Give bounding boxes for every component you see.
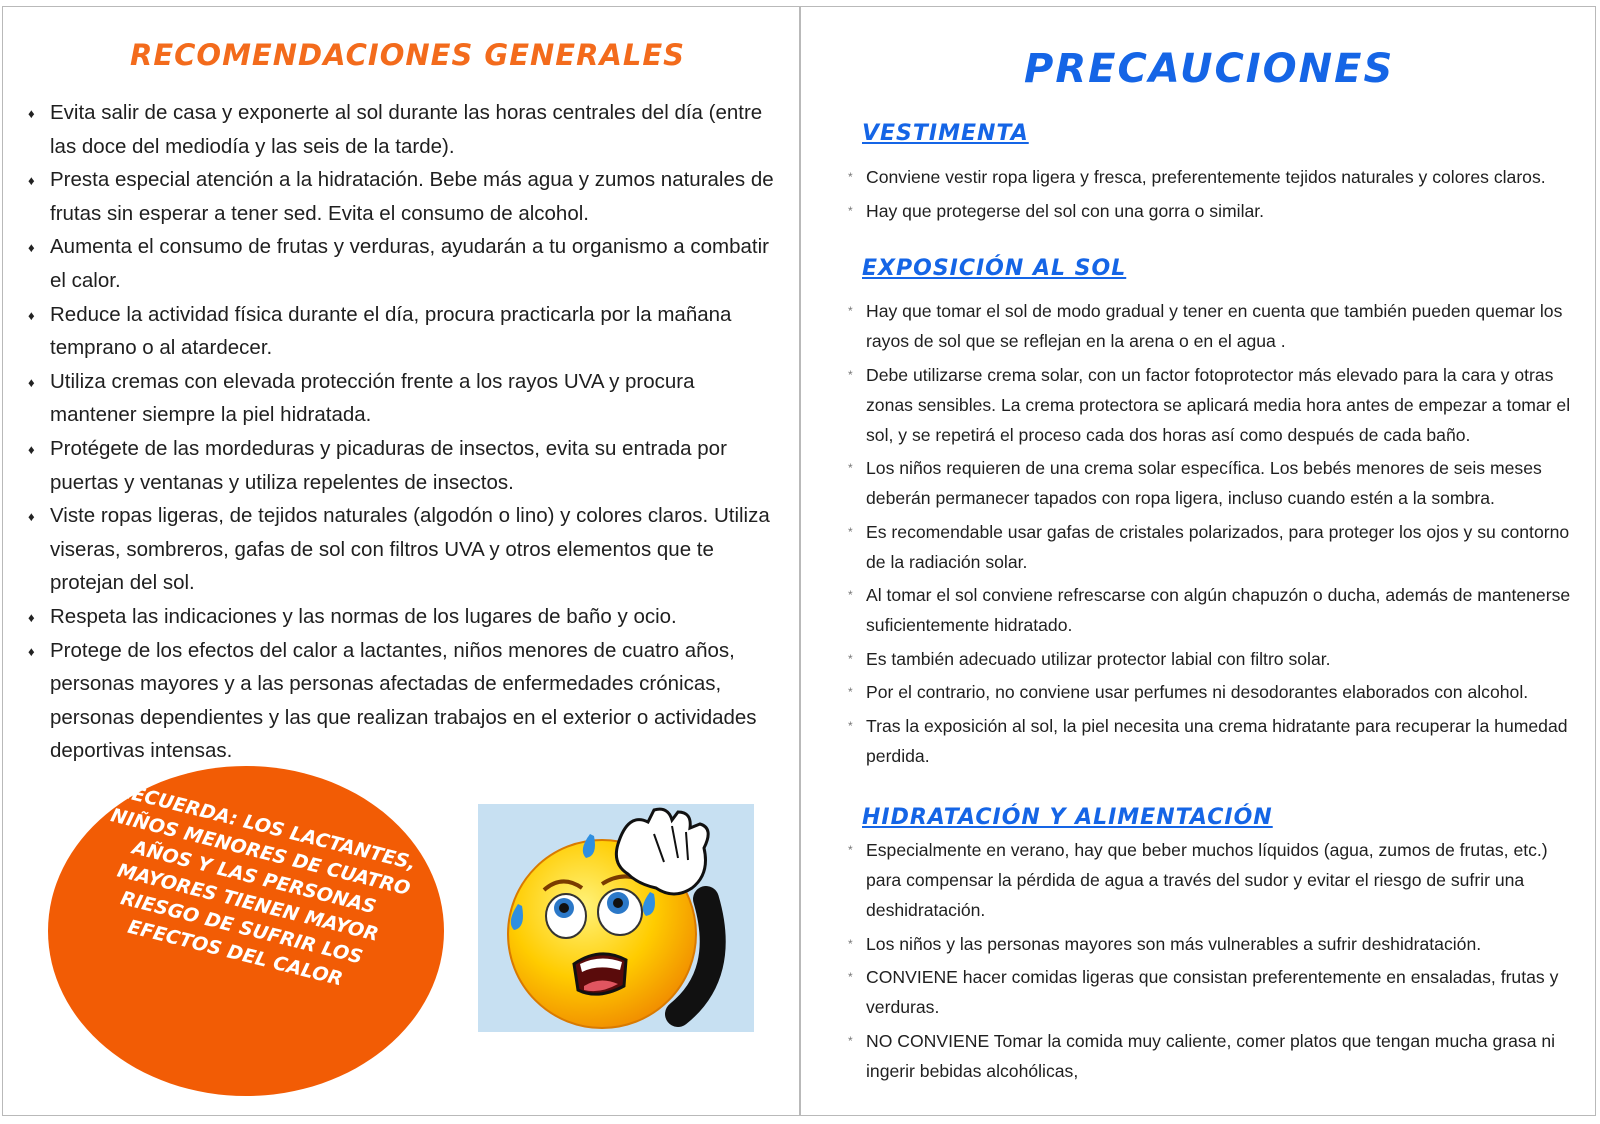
list-item: * Es también adecuado utilizar protector labial con filtro solar. bbox=[848, 644, 1584, 674]
list-item: ♦ Protege de los efectos del calor a lactantes, niños menores de cuatro años, personas mayores y a las personas afectadas de enfermedades crónicas, personas dependientes y las que realizan trabajos en el exterior o actividades deportivas intensas. bbox=[26, 634, 776, 768]
list-item: * Hay que tomar el sol de modo gradual y tener en cuenta que también pueden quemar los rayos de sol que se reflejan en la arena o en el agua . bbox=[848, 296, 1584, 356]
list-item: * CONVIENE hacer comidas ligeras que consistan preferentemente en ensaladas, frutas y verduras. bbox=[848, 962, 1584, 1022]
sweating-face-icon bbox=[478, 804, 754, 1032]
list-item: ♦ Respeta las indicaciones y las normas de los lugares de baño y ocio. bbox=[26, 600, 776, 634]
precautions-title: PRECAUCIONES bbox=[1024, 46, 1395, 92]
list-item: * Por el contrario, no conviene usar perfumes ni desodorantes elaborados con alcohol. bbox=[848, 677, 1584, 707]
general-recommendations-list bbox=[26, 96, 776, 768]
list-item: * Los niños requieren de una crema solar específica. Los bebés menores de seis meses deberán permanecer tapados con ropa ligera, incluso cuando estén a la sombra. bbox=[848, 453, 1584, 513]
sun-exposure-heading: EXPOSICIÓN AL SOL bbox=[862, 256, 1127, 281]
general-recommendations-title: RECOMENDACIONES GENERALES bbox=[130, 38, 686, 72]
hydration-heading: HIDRATACIÓN Y ALIMENTACIÓN bbox=[862, 805, 1273, 830]
list-item: * Al tomar el sol conviene refrescarse con algún chapuzón o ducha, además de mantenerse suficientemente hidratado. bbox=[848, 580, 1584, 640]
list-item: * NO CONVIENE Tomar la comida muy caliente, comer platos que tengan mucha grasa ni ingerir bebidas alcohólicas, bbox=[848, 1026, 1584, 1086]
list-item: ♦ Aumenta el consumo de frutas y verduras, ayudarán a tu organismo a combatir el calor. bbox=[26, 230, 776, 297]
hydration-list bbox=[848, 835, 1584, 1089]
clothing-heading: VESTIMENTA bbox=[862, 121, 1029, 146]
list-item: * Debe utilizarse crema solar, con un factor fotoprotector más elevado para la cara y otras zonas sensibles. La crema protectora se aplicará media hora antes de empezar a tomar el sol, y se repetirá el proceso cada dos horas así como después de cada baño. bbox=[848, 360, 1584, 450]
reminder-text: RECUERDA: LOS LACTANTES, NIÑOS MENORES DE CUATRO AÑOS Y LAS PERSONAS MAYORES TIENEN MAYOR RIESGO DE SUFRIR LOS EFECTOS DEL CALOR bbox=[108, 779, 419, 991]
sweating-face-illustration bbox=[478, 804, 754, 1032]
sun-exposure-list bbox=[848, 296, 1584, 774]
list-item: ♦ Viste ropas ligeras, de tejidos naturales (algodón o lino) y colores claros. Utiliza viseras, sombreros, gafas de sol con filtros UVA y otros elementos que te protejan del sol. bbox=[26, 499, 776, 600]
clothing-list bbox=[848, 162, 1584, 229]
list-item: ♦ Protégete de las mordeduras y picaduras de insectos, evita su entrada por puertas y ventanas y utiliza repelentes de insectos. bbox=[26, 432, 776, 499]
list-item: * Especialmente en verano, hay que beber muchos líquidos (agua, zumos de frutas, etc.) para compensar la pérdida de agua a través del sudor y evitar el riesgo de sufrir una deshidratación. bbox=[848, 835, 1584, 925]
list-item: ♦ Utiliza cremas con elevada protección frente a los rayos UVA y procura mantener siempre la piel hidratada. bbox=[26, 365, 776, 432]
list-item: ♦ Evita salir de casa y exponerte al sol durante las horas centrales del día (entre las doce del mediodía y las seis de la tarde). bbox=[26, 96, 776, 163]
list-item: * Hay que protegerse del sol con una gorra o similar. bbox=[848, 196, 1584, 226]
list-item: * Los niños y las personas mayores son más vulnerables a sufrir deshidratación. bbox=[848, 929, 1584, 959]
list-item: ♦ Presta especial atención a la hidratación. Bebe más agua y zumos naturales de frutas sin esperar a tener sed. Evita el consumo de alcohol. bbox=[26, 163, 776, 230]
list-item: * Es recomendable usar gafas de cristales polarizados, para proteger los ojos y su contorno de la radiación solar. bbox=[848, 517, 1584, 577]
list-item: ♦ Reduce la actividad física durante el día, procura practicarla por la mañana temprano o al atardecer. bbox=[26, 298, 776, 365]
list-item: * Conviene vestir ropa ligera y fresca, preferentemente tejidos naturales y colores claros. bbox=[848, 162, 1584, 192]
list-item: * Tras la exposición al sol, la piel necesita una crema hidratante para recuperar la humedad perdida. bbox=[848, 711, 1584, 771]
